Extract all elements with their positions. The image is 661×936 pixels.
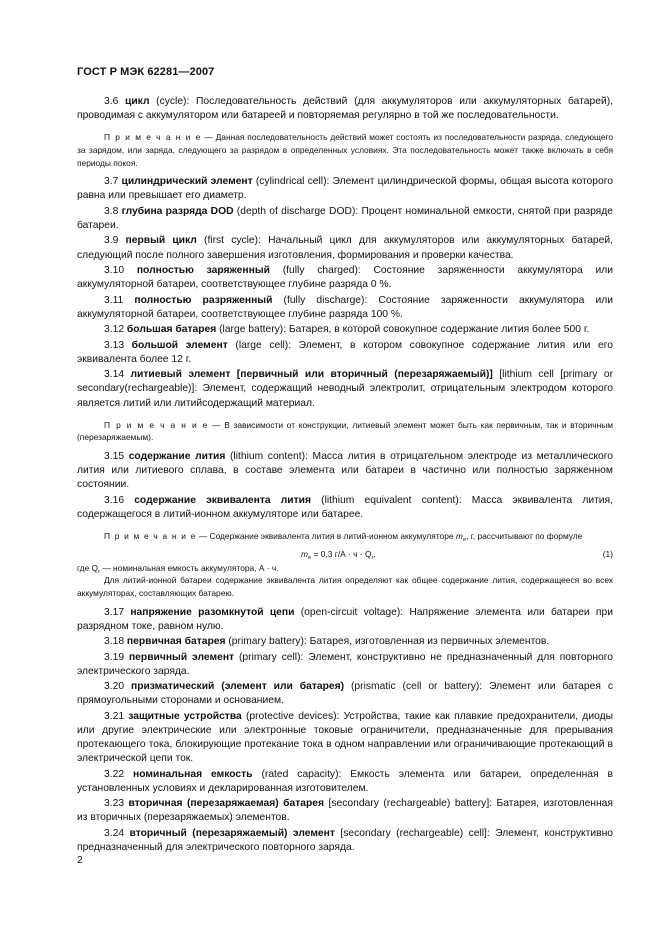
formula-battery-note: Для литий-ионной батареи содержание эквивалента лития определяют как общее содержание лития, содержащееся во всех аккумуляторах, составляющих батарею. <box>77 575 613 598</box>
entry-term: полностью заряженный <box>136 264 270 276</box>
entry-text: (primary battery): Батарея, изготовленная из первичных элементов. <box>225 636 550 648</box>
entry-term: первичная батарея <box>126 636 226 648</box>
formula-rhs-sub: r <box>371 554 374 561</box>
entry-term: глубина разряда DOD <box>121 205 234 217</box>
entry-number: 3.12 <box>104 324 125 336</box>
note-cycle <box>77 131 613 169</box>
entry-text: (protective devices): Устройства, такие как плавкие предохранители, диоды или другие электрические или электронные токовые ограничители, предназначенные для прерывания протекающего тока, блокирующие протекание тока в одном направлении или ограничивающие протекающий в электрической цепи ток. <box>77 710 613 765</box>
entry-term: напряжение разомкнутой цепи <box>130 606 295 618</box>
entry-number: 3.19 <box>104 651 125 663</box>
formula-1 <box>77 547 613 562</box>
note-text: — Данная последовательность действий может состоять из последовательности разряда, следующего за зарядом, или заряда, следующего за разрядом в определенных условиях. Эта последовательность может также включать в себя периоды покоя. <box>77 132 613 168</box>
entry-text: (fully charged): Состояние заряженности аккумулятора или аккумуляторной батареи, соответствующее глубине разряда 0 %. <box>77 264 613 291</box>
entry-3-16 <box>77 494 613 522</box>
entry-term: содержание лития <box>128 450 226 462</box>
entry-3-8 <box>77 205 613 233</box>
entry-term: номинальная емкость <box>133 768 253 780</box>
entry-text: (depth of discharge DOD): Процент номинальной емкости, снятой при разряде батареи. <box>77 205 613 231</box>
formula-where-sub: r <box>98 568 101 575</box>
note-variable-sub: e <box>462 537 467 544</box>
entry-3-23 <box>77 797 613 825</box>
entry-3-9 <box>77 234 613 262</box>
note-text-after: , г, рассчитывают по формуле <box>466 531 583 542</box>
entry-text: (rated capacity): Емкость элемента или батареи, определенная в установленных условиях и декларированная изготовителем. <box>77 768 613 794</box>
entry-number: 3.9 <box>104 235 119 247</box>
entry-text: (cycle): Последовательность действий (для аккумуляторов или аккумуляторных батарей), проводимая с аккумулятором или батареей и повторяемая регулярно в той же последовательности. <box>77 96 613 122</box>
entry-term: первичный элемент <box>128 651 235 663</box>
entry-text: (first cycle): Начальный цикл для аккумуляторов или аккумуляторных батарей, следующий после полного завершения изготовления, формирования и проверки качества. <box>77 235 613 261</box>
entry-number: 3.16 <box>104 494 125 506</box>
entry-text: (lithium equivalent content): Масса эквивалента лития, содержащегося в литий-ионном аккумуляторе или батарее. <box>77 494 613 520</box>
entry-term: полностью разряженный <box>134 294 273 306</box>
entry-text: [secondary (rechargeable) cell]: Элемент, конструктивно предназначенный для электрического повторного заряда. <box>77 827 613 854</box>
entry-3-20 <box>77 680 613 708</box>
entry-3-6 <box>77 95 613 123</box>
entry-text: [secondary (rechargeable) battery]: Батарея, изготовленная из вторичных (перезаряжаемых) элементов. <box>77 798 613 824</box>
entry-3-17 <box>77 606 613 634</box>
entry-term: вторичный (перезаряжаемый) элемент <box>129 827 335 839</box>
entry-text: (prismatic (cell or battery): Элемент или батарея с прямоугольными сторонами и основанием. <box>77 681 613 707</box>
entry-number: 3.22 <box>104 768 125 780</box>
note-label: П р и м е ч а н и е <box>104 132 202 143</box>
formula-where-prefix: где Q <box>77 562 99 573</box>
entry-term: большой элемент <box>131 339 228 351</box>
entry-3-19 <box>77 651 613 679</box>
formula-number: (1) <box>602 548 613 559</box>
formula-lhs: m <box>301 548 308 559</box>
entry-term: литиевый элемент [первичный или вторичный (перезаряжаемый)] <box>130 369 493 381</box>
entry-text: (open-circuit voltage): Напряжение элемента или батареи при разрядном токе, равном нулю. <box>77 606 613 632</box>
note-lithium-equivalent <box>77 530 613 543</box>
document-header: ГОСТ Р МЭК 62281—2007 <box>77 66 215 78</box>
note-variable: m <box>455 531 463 542</box>
entry-text: (lithium content): Масса лития в отрицательном электроде из металлического лития или литиевого сплава, в составе элемента или батареи в частично или полностью заряженном состоянии. <box>77 450 613 491</box>
entry-text: (primary cell): Элемент, конструктивно не предназначенный для повторного электрического заряда. <box>77 651 613 677</box>
entry-term: большая батарея <box>126 324 217 336</box>
formula-expression <box>301 547 376 562</box>
note-lithium-cell <box>77 419 613 444</box>
entry-3-22 <box>77 768 613 796</box>
entry-number: 3.8 <box>104 205 119 217</box>
entry-number: 3.13 <box>104 339 125 351</box>
entry-text: [lithium cell [primary or secondary(rechargeable)]: Элемент, содержащий неводный электролит, отрицательным электродом которого является литий или литийсодержащий материал. <box>77 369 613 409</box>
formula-tail: , <box>373 548 376 559</box>
entry-number: 3.7 <box>104 176 119 188</box>
formula-rhs: = 0,3 г/А · ч · Q <box>311 548 372 559</box>
entry-3-21 <box>77 710 613 767</box>
document-body <box>77 95 613 856</box>
note-text-before: — Содержание эквивалента лития в литий-ионном аккумуляторе <box>196 531 456 542</box>
page-number: 2 <box>77 854 83 866</box>
entry-number: 3.21 <box>104 710 125 722</box>
entry-3-15 <box>77 450 613 493</box>
entry-3-11 <box>77 294 613 322</box>
entry-3-24 <box>77 827 613 855</box>
entry-3-14 <box>77 368 613 411</box>
entry-3-18 <box>77 635 613 649</box>
entry-number: 3.14 <box>104 369 125 381</box>
entry-number: 3.10 <box>104 264 125 276</box>
entry-term: первый цикл <box>125 235 197 247</box>
formula-lhs-sub: e <box>307 554 312 561</box>
entry-term: вторичная (перезаряжаемая) батарея <box>128 798 325 810</box>
entry-number: 3.11 <box>104 294 124 306</box>
note-text: — В зависимости от конструкции, литиевый элемент может быть как первичным, так и вторичным (перезаряжаемым). <box>77 419 613 443</box>
entry-number: 3.23 <box>104 798 125 810</box>
entry-text: (fully discharge): Состояние заряженности аккумулятора или аккумуляторной батареи, соответствующее глубине разряда 100 %. <box>77 294 613 320</box>
entry-3-12 <box>77 323 613 337</box>
entry-term: цикл <box>125 96 150 107</box>
entry-3-10 <box>77 264 613 292</box>
entry-3-13 <box>77 339 613 367</box>
entry-number: 3.20 <box>104 681 125 693</box>
entry-number: 3.18 <box>104 636 125 648</box>
entry-3-7 <box>77 175 613 203</box>
entry-text: (large cell): Элемент, в котором совокупное содержание лития или его эквивалента более 12 г. <box>77 339 613 365</box>
entry-number: 3.24 <box>104 827 125 839</box>
entry-term: содержание эквивалента лития <box>134 494 312 506</box>
note-label: П р и м е ч а н и е <box>104 419 209 430</box>
entry-term: цилиндрический элемент <box>121 176 253 188</box>
formula-where-text: — номинальная емкость аккумулятора, А · ч. <box>100 562 279 573</box>
entry-term: защитные устройства <box>128 710 242 722</box>
formula-where <box>77 562 613 575</box>
entry-term: призматический (элемент или батарея) <box>130 681 345 693</box>
entry-text: (large battery): Батарея, в которой совокупное содержание лития более 500 г. <box>216 324 590 336</box>
entry-number: 3.6 <box>104 96 119 107</box>
note-label: П р и м е ч а н и е <box>104 531 197 542</box>
entry-text: (cylindrical cell): Элемент цилиндрической формы, общая высота которого равна или превышает его диаметр. <box>77 176 613 202</box>
entry-number: 3.17 <box>104 606 125 618</box>
entry-number: 3.15 <box>104 450 125 462</box>
